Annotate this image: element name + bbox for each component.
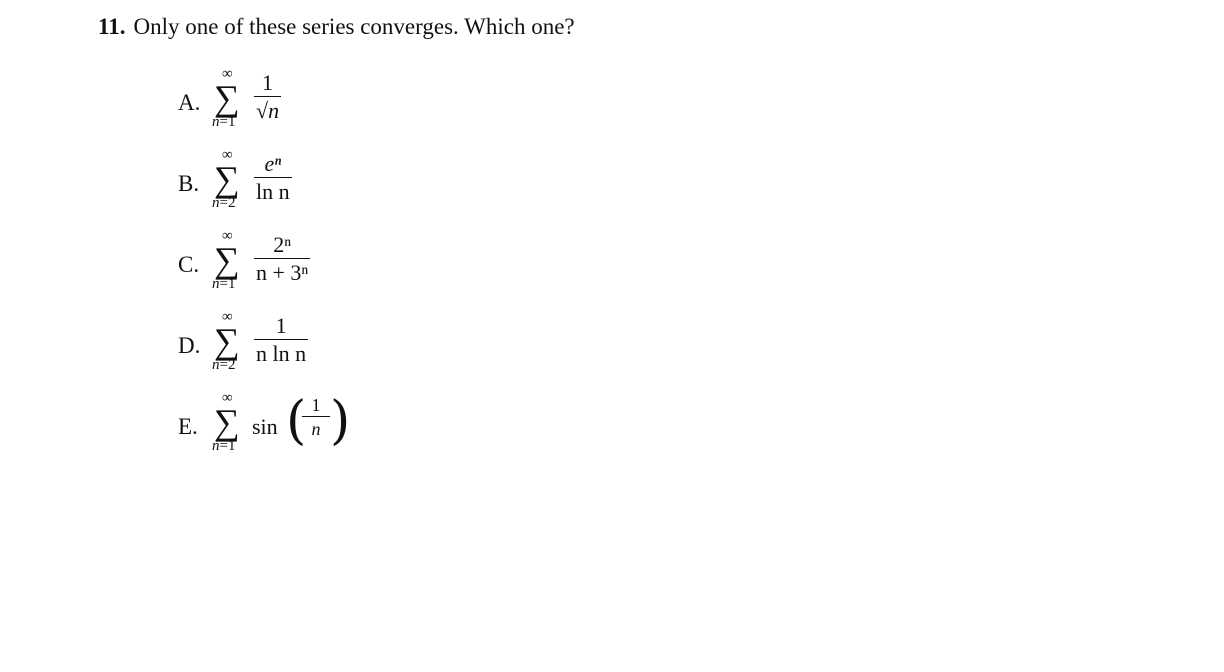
choice-d <box>178 309 578 389</box>
right-paren: ) <box>330 391 351 451</box>
sigma-symbol: ∑ <box>214 240 240 280</box>
summation <box>212 309 252 389</box>
choice-e <box>178 390 578 470</box>
fraction <box>254 151 292 206</box>
denominator: n <box>311 419 321 439</box>
numerator: 1 <box>275 313 287 338</box>
sum-upper-limit: ∞ <box>222 390 233 406</box>
question <box>98 14 575 40</box>
sum-lower-limit: n=2 <box>212 195 236 211</box>
summation <box>212 147 252 227</box>
choice-letter: E. <box>178 414 198 439</box>
denominator: n + 3ⁿ <box>256 260 309 285</box>
sum-upper-limit: ∞ <box>222 66 233 82</box>
question-number: 11. <box>98 14 126 39</box>
fraction <box>254 232 310 287</box>
choice-letter: A. <box>178 90 201 115</box>
fraction <box>254 313 308 368</box>
sigma-symbol: ∑ <box>214 78 240 118</box>
summation <box>212 228 252 308</box>
numerator: 1 <box>262 70 274 95</box>
choice-letter: D. <box>178 333 201 358</box>
sum-lower-limit: n=1 <box>212 276 236 292</box>
sum-upper-limit: ∞ <box>222 147 233 163</box>
choice-letter: B. <box>178 171 200 196</box>
numerator: 2ⁿ <box>273 232 292 257</box>
numerator: eⁿ <box>264 151 282 176</box>
summation <box>212 66 252 146</box>
choice-b <box>178 147 578 227</box>
sigma-symbol: ∑ <box>214 402 240 442</box>
left-paren: ( <box>286 391 307 451</box>
sum-upper-limit: ∞ <box>222 228 233 244</box>
denominator: ln n <box>256 179 290 204</box>
parenthesized-fraction <box>286 391 351 456</box>
denominator: n ln n <box>256 341 307 366</box>
summation <box>212 390 252 470</box>
sum-lower-limit: n=1 <box>212 114 236 130</box>
numerator: 1 <box>311 395 321 415</box>
sine-function: sin <box>252 414 278 439</box>
choice-a <box>178 66 578 146</box>
sum-lower-limit: n=1 <box>212 438 236 454</box>
choice-c <box>178 228 578 308</box>
choice-letter: C. <box>178 252 200 277</box>
sum-lower-limit: n=2 <box>212 357 236 373</box>
denominator: √n <box>256 98 280 123</box>
sum-upper-limit: ∞ <box>222 309 233 325</box>
sigma-symbol: ∑ <box>214 321 240 361</box>
fraction <box>254 70 281 125</box>
sigma-symbol: ∑ <box>214 159 240 199</box>
fraction <box>302 394 330 441</box>
question-text: Only one of these series converges. Which one? <box>133 14 575 39</box>
